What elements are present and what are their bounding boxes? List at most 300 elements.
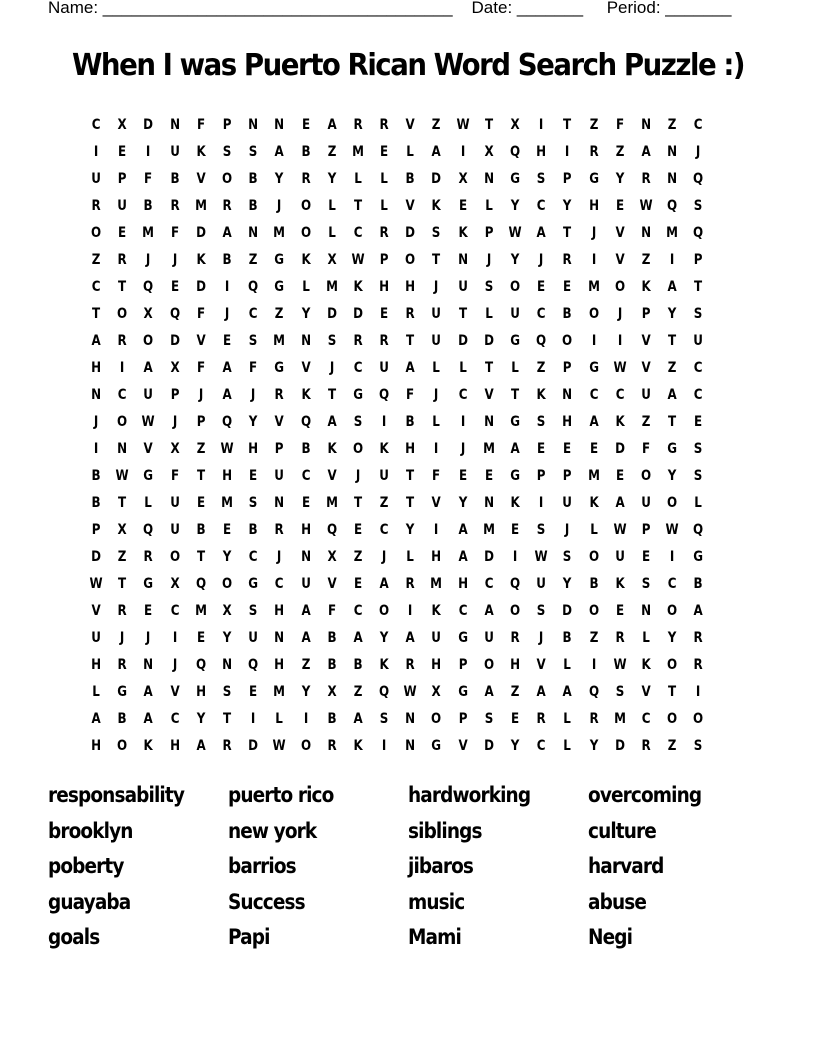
grid-letter: K — [589, 495, 599, 511]
grid-letter: X — [458, 171, 468, 187]
grid-letter: P — [536, 468, 546, 484]
grid-letter: O — [588, 549, 599, 565]
grid-letter: Q — [143, 522, 154, 538]
grid-letter: A — [143, 684, 154, 700]
grid-letter: E — [353, 522, 363, 538]
grid-letter: R — [301, 171, 311, 187]
grid-letter: V — [615, 225, 625, 241]
grid-letter: S — [536, 603, 546, 619]
grid-letter: E — [615, 198, 624, 214]
grid-letter: L — [432, 360, 441, 376]
grid-letter: H — [588, 198, 599, 214]
grid-letter: Z — [91, 252, 101, 268]
grid-letter: A — [458, 522, 468, 538]
grid-row — [83, 436, 712, 463]
grid-letter: D — [195, 279, 206, 295]
grid-letter: Q — [536, 333, 547, 349]
grid-letter: S — [353, 414, 363, 430]
grid-letter: C — [615, 387, 625, 403]
grid-letter: I — [251, 711, 256, 727]
grid-letter: Z — [536, 360, 546, 376]
grid-letter: H — [405, 279, 416, 295]
grid-letter: M — [587, 279, 600, 295]
grid-letter: Z — [589, 117, 598, 133]
grid-row — [83, 571, 712, 598]
grid-letter: K — [641, 279, 651, 295]
grid-letter: C — [641, 711, 651, 727]
grid-letter: R — [117, 252, 127, 268]
grid-letter: Q — [693, 171, 704, 187]
name-field-label: Name: _____________________________________ — [48, 0, 453, 17]
grid-letter: Z — [275, 306, 284, 322]
grid-letter: A — [274, 144, 285, 160]
grid-letter: W — [508, 225, 522, 241]
grid-letter: V — [431, 495, 442, 511]
grid-letter: I — [565, 144, 570, 160]
grid-letter: Y — [563, 576, 572, 592]
grid-letter: L — [380, 171, 388, 187]
grid-letter: G — [353, 387, 363, 403]
grid-letter: L — [432, 414, 441, 430]
grid-letter: T — [406, 333, 415, 349]
grid-row — [83, 463, 712, 490]
grid-letter: S — [379, 711, 389, 727]
grid-letter: O — [117, 414, 128, 430]
grid-letter: E — [380, 306, 389, 322]
grid-letter: N — [274, 630, 285, 646]
grid-letter: O — [510, 603, 521, 619]
grid-letter: Y — [563, 198, 572, 214]
grid-letter: R — [693, 657, 703, 673]
grid-letter: Q — [693, 225, 704, 241]
grid-letter: G — [274, 279, 285, 295]
grid-letter: L — [563, 738, 572, 754]
grid-row — [83, 625, 712, 652]
grid-letter: U — [169, 144, 180, 160]
grid-letter: U — [457, 279, 468, 295]
grid-letter: I — [670, 549, 675, 565]
grid-letter: E — [144, 603, 153, 619]
grid-letter: Y — [667, 630, 677, 646]
grid-letter: E — [563, 279, 572, 295]
grid-letter: K — [458, 225, 468, 241]
grid-letter: Q — [248, 657, 259, 673]
grid-letter: W — [141, 414, 156, 430]
grid-letter: I — [93, 441, 99, 457]
grid-letter: J — [434, 279, 439, 295]
grid-letter: V — [536, 657, 546, 673]
grid-letter: V — [327, 576, 337, 592]
grid-letter: M — [666, 225, 679, 241]
grid-letter: H — [431, 657, 442, 673]
grid-letter: S — [694, 441, 703, 457]
grid-letter: Y — [510, 198, 520, 214]
grid-letter: L — [301, 279, 310, 295]
grid-letter: B — [196, 522, 206, 538]
grid-letter: N — [248, 225, 259, 241]
grid-letter: Z — [327, 144, 337, 160]
grid-letter: A — [562, 684, 573, 700]
grid-letter: G — [431, 738, 442, 754]
grid-letter: R — [405, 306, 415, 322]
grid-letter: D — [457, 333, 468, 349]
grid-letter: C — [170, 603, 180, 619]
grid-letter: R — [693, 630, 703, 646]
grid-letter: J — [198, 387, 204, 403]
grid-letter: T — [563, 225, 572, 241]
grid-letter: J — [120, 630, 125, 646]
grid-letter: X — [484, 144, 494, 160]
grid-letter: L — [406, 549, 415, 565]
grid-row — [83, 301, 712, 328]
grid-letter: C — [117, 387, 127, 403]
grid-letter: V — [196, 171, 206, 187]
grid-letter: R — [222, 738, 232, 754]
grid-letter: C — [536, 738, 546, 754]
grid-letter: W — [613, 522, 627, 538]
grid-letter: G — [457, 630, 468, 646]
grid-letter: F — [327, 603, 336, 619]
grid-letter: V — [641, 333, 651, 349]
grid-letter: X — [170, 441, 180, 457]
grid-letter: R — [327, 738, 337, 754]
grid-letter: L — [92, 684, 100, 700]
grid-letter: M — [221, 495, 233, 511]
grid-letter: X — [222, 603, 232, 619]
grid-letter: T — [118, 576, 127, 592]
grid-letter: Q — [143, 279, 154, 295]
grid-row — [83, 220, 712, 247]
grid-letter: N — [641, 225, 652, 241]
grid-letter: O — [614, 279, 625, 295]
grid-letter: R — [274, 387, 284, 403]
grid-letter: B — [353, 657, 363, 673]
grid-letter: C — [353, 360, 363, 376]
grid-letter: Q — [379, 387, 390, 403]
grid-letter: M — [482, 441, 495, 457]
grid-letter: V — [196, 333, 206, 349]
grid-row — [83, 409, 712, 436]
grid-letter: I — [460, 144, 465, 160]
grid-letter: C — [667, 576, 677, 592]
grid-letter: Q — [169, 306, 180, 322]
grid-letter: J — [277, 549, 282, 565]
grid-letter: I — [591, 252, 596, 268]
grid-letter: J — [381, 549, 387, 565]
grid-letter: O — [300, 738, 311, 754]
grid-letter: L — [144, 495, 153, 511]
grid-letter: X — [170, 576, 180, 592]
grid-letter: A — [458, 549, 468, 565]
grid-letter: U — [431, 306, 442, 322]
grid-letter: N — [274, 117, 285, 133]
grid-letter: O — [667, 711, 678, 727]
grid-letter: R — [405, 576, 415, 592]
grid-row — [83, 247, 712, 274]
grid-letter: K — [641, 657, 651, 673]
grid-letter: T — [668, 333, 677, 349]
grid-letter: O — [221, 576, 233, 592]
grid-letter: Y — [222, 549, 232, 565]
grid-letter: J — [539, 630, 544, 646]
grid-letter: J — [617, 306, 623, 322]
grid-letter: U — [117, 198, 128, 214]
grid-letter: Q — [326, 522, 337, 538]
grid-letter: H — [222, 468, 233, 484]
grid-letter: F — [196, 117, 205, 133]
grid-letter: J — [172, 252, 177, 268]
grid-letter: E — [118, 225, 127, 241]
grid-letter: H — [562, 414, 573, 430]
header-line — [48, 0, 731, 19]
grid-letter: O — [510, 279, 521, 295]
grid-letter: X — [143, 306, 154, 322]
grid-letter: A — [510, 441, 520, 457]
page-title: When I was Puerto Rican Word Search Puzzle :) — [71, 48, 745, 83]
grid-letter: E — [118, 144, 127, 160]
grid-letter: U — [300, 576, 311, 592]
grid-letter: D — [248, 738, 259, 754]
grid-letter: D — [483, 738, 494, 754]
grid-letter: H — [405, 441, 416, 457]
grid-letter: K — [431, 603, 442, 619]
word-bank-item: harvard — [588, 854, 664, 879]
grid-letter: J — [172, 414, 177, 430]
grid-letter: C — [379, 522, 389, 538]
grid-letter: U — [431, 630, 442, 646]
word-bank-item: Negi — [588, 925, 633, 950]
grid-letter: N — [483, 171, 494, 187]
grid-letter: Q — [248, 279, 259, 295]
grid-row — [83, 355, 712, 382]
word-bank-item: barrios — [228, 854, 296, 879]
word-bank-item: culture — [588, 818, 656, 843]
grid-letter: D — [143, 117, 154, 133]
grid-letter: T — [668, 414, 677, 430]
word-bank-item: guayaba — [48, 889, 131, 914]
grid-letter: E — [196, 630, 205, 646]
grid-letter: S — [694, 738, 703, 754]
grid-letter: A — [536, 225, 546, 241]
grid-letter: G — [143, 468, 154, 484]
grid-letter: T — [563, 117, 572, 133]
grid-letter: E — [484, 468, 493, 484]
grid-letter: C — [694, 387, 703, 403]
grid-letter: S — [248, 495, 258, 511]
grid-letter: T — [432, 252, 441, 268]
grid-letter: G — [274, 252, 285, 268]
grid-letter: V — [458, 738, 468, 754]
grid-letter: Q — [510, 576, 521, 592]
word-bank-item: siblings — [408, 818, 482, 843]
grid-letter: V — [484, 387, 494, 403]
grid-letter: P — [563, 171, 572, 187]
word-bank-item: overcoming — [588, 783, 702, 807]
grid-letter: A — [91, 711, 101, 727]
grid-letter: O — [693, 711, 704, 727]
grid-letter: C — [91, 117, 101, 133]
grid-letter: J — [224, 306, 230, 322]
grid-letter: L — [275, 711, 284, 727]
grid-letter: G — [667, 441, 678, 457]
grid-letter: E — [196, 495, 205, 511]
grid-letter: U — [641, 495, 651, 511]
grid-letter: R — [405, 657, 415, 673]
grid-letter: E — [458, 468, 467, 484]
grid-letter: Y — [275, 171, 284, 187]
grid-letter: U — [91, 630, 101, 646]
grid-letter: W — [89, 576, 103, 592]
grid-letter: W — [272, 738, 286, 754]
grid-letter: Y — [589, 738, 598, 754]
grid-letter: Y — [196, 711, 206, 727]
grid-letter: D — [614, 441, 625, 457]
grid-letter: C — [301, 468, 310, 484]
grid-letter: K — [615, 576, 625, 592]
grid-letter: S — [563, 549, 572, 565]
grid-letter: E — [537, 441, 546, 457]
grid-letter: I — [120, 360, 125, 376]
grid-letter: N — [405, 738, 416, 754]
grid-letter: L — [563, 711, 572, 727]
grid-letter: J — [696, 144, 701, 160]
grid-letter: S — [694, 468, 703, 484]
grid-letter: R — [589, 144, 599, 160]
grid-letter: N — [300, 549, 311, 565]
grid-letter: Y — [667, 306, 677, 322]
grid-letter: O — [640, 468, 652, 484]
grid-letter: S — [694, 198, 703, 214]
grid-letter: E — [511, 522, 520, 538]
grid-letter: H — [431, 549, 442, 565]
grid-letter: L — [327, 225, 336, 241]
grid-letter: O — [221, 171, 233, 187]
grid-letter: W — [613, 360, 627, 376]
grid-letter: J — [277, 198, 282, 214]
grid-letter: O — [300, 225, 311, 241]
word-bank-item: abuse — [588, 889, 646, 914]
grid-letter: K — [431, 198, 442, 214]
grid-letter: Z — [117, 549, 127, 565]
grid-letter: C — [484, 576, 494, 592]
grid-letter: I — [512, 549, 518, 565]
grid-letter: H — [274, 603, 285, 619]
grid-letter: Z — [353, 549, 363, 565]
grid-letter: J — [486, 252, 492, 268]
grid-letter: D — [195, 225, 206, 241]
grid-letter: G — [588, 171, 599, 187]
grid-letter: R — [170, 198, 180, 214]
grid-letter: G — [143, 576, 154, 592]
grid-letter: B — [327, 657, 337, 673]
grid-letter: Q — [667, 198, 678, 214]
grid-letter: Z — [641, 414, 651, 430]
grid-letter: H — [379, 279, 390, 295]
grid-letter: K — [379, 657, 389, 673]
grid-letter: I — [172, 630, 177, 646]
grid-letter: H — [91, 738, 102, 754]
grid-letter: O — [667, 657, 678, 673]
grid-letter: K — [196, 252, 206, 268]
grid-letter: S — [694, 306, 703, 322]
grid-letter: R — [117, 657, 127, 673]
grid-letter: O — [91, 225, 102, 241]
grid-letter: E — [380, 144, 389, 160]
grid-letter: L — [511, 360, 519, 376]
grid-letter: G — [588, 360, 599, 376]
grid-letter: U — [510, 306, 520, 322]
grid-letter: V — [143, 441, 154, 457]
grid-letter: F — [406, 387, 415, 403]
grid-letter: B — [248, 198, 258, 214]
grid-letter: R — [91, 198, 101, 214]
grid-letter: G — [117, 684, 128, 700]
grid-letter: C — [353, 603, 363, 619]
grid-letter: V — [327, 468, 337, 484]
grid-letter: W — [534, 549, 548, 565]
grid-letter: K — [353, 279, 363, 295]
grid-letter: I — [591, 657, 596, 673]
grid-letter: P — [694, 252, 703, 268]
grid-letter: Q — [195, 657, 206, 673]
grid-letter: J — [565, 522, 570, 538]
grid-letter: Z — [667, 360, 677, 376]
grid-letter: H — [169, 738, 180, 754]
grid-letter: G — [693, 549, 704, 565]
grid-letter: O — [588, 306, 599, 322]
grid-row — [83, 544, 712, 571]
grid-letter: T — [92, 306, 101, 322]
grid-letter: V — [615, 252, 625, 268]
grid-letter: U — [693, 333, 704, 349]
grid-letter: H — [300, 522, 311, 538]
letter-grid — [83, 112, 712, 760]
grid-letter: K — [379, 441, 389, 457]
grid-letter: P — [484, 225, 494, 241]
grid-letter: K — [300, 387, 311, 403]
grid-letter: M — [273, 684, 286, 700]
grid-letter: R — [353, 333, 363, 349]
grid-letter: U — [641, 387, 651, 403]
grid-letter: N — [91, 387, 102, 403]
grid-letter: O — [667, 603, 678, 619]
grid-letter: L — [380, 198, 388, 214]
grid-letter: U — [248, 630, 259, 646]
grid-letter: T — [458, 306, 467, 322]
grid-letter: J — [434, 387, 439, 403]
grid-letter: B — [91, 468, 101, 484]
grid-letter: J — [591, 225, 596, 241]
grid-letter: A — [641, 144, 651, 160]
grid-letter: C — [458, 603, 468, 619]
grid-letter: I — [696, 684, 701, 700]
grid-letter: X — [117, 522, 127, 538]
grid-letter: L — [642, 630, 650, 646]
grid-letter: B — [91, 495, 101, 511]
grid-letter: Q — [379, 684, 390, 700]
grid-row — [83, 193, 712, 220]
grid-letter: G — [510, 333, 520, 349]
grid-letter: J — [93, 414, 99, 430]
grid-letter: U — [536, 576, 547, 592]
grid-letter: C — [589, 387, 599, 403]
grid-letter: A — [327, 117, 337, 133]
grid-letter: N — [641, 603, 652, 619]
grid-letter: V — [91, 603, 101, 619]
grid-letter: R — [379, 333, 389, 349]
word-bank-item: music — [408, 889, 465, 914]
grid-letter: A — [484, 684, 494, 700]
